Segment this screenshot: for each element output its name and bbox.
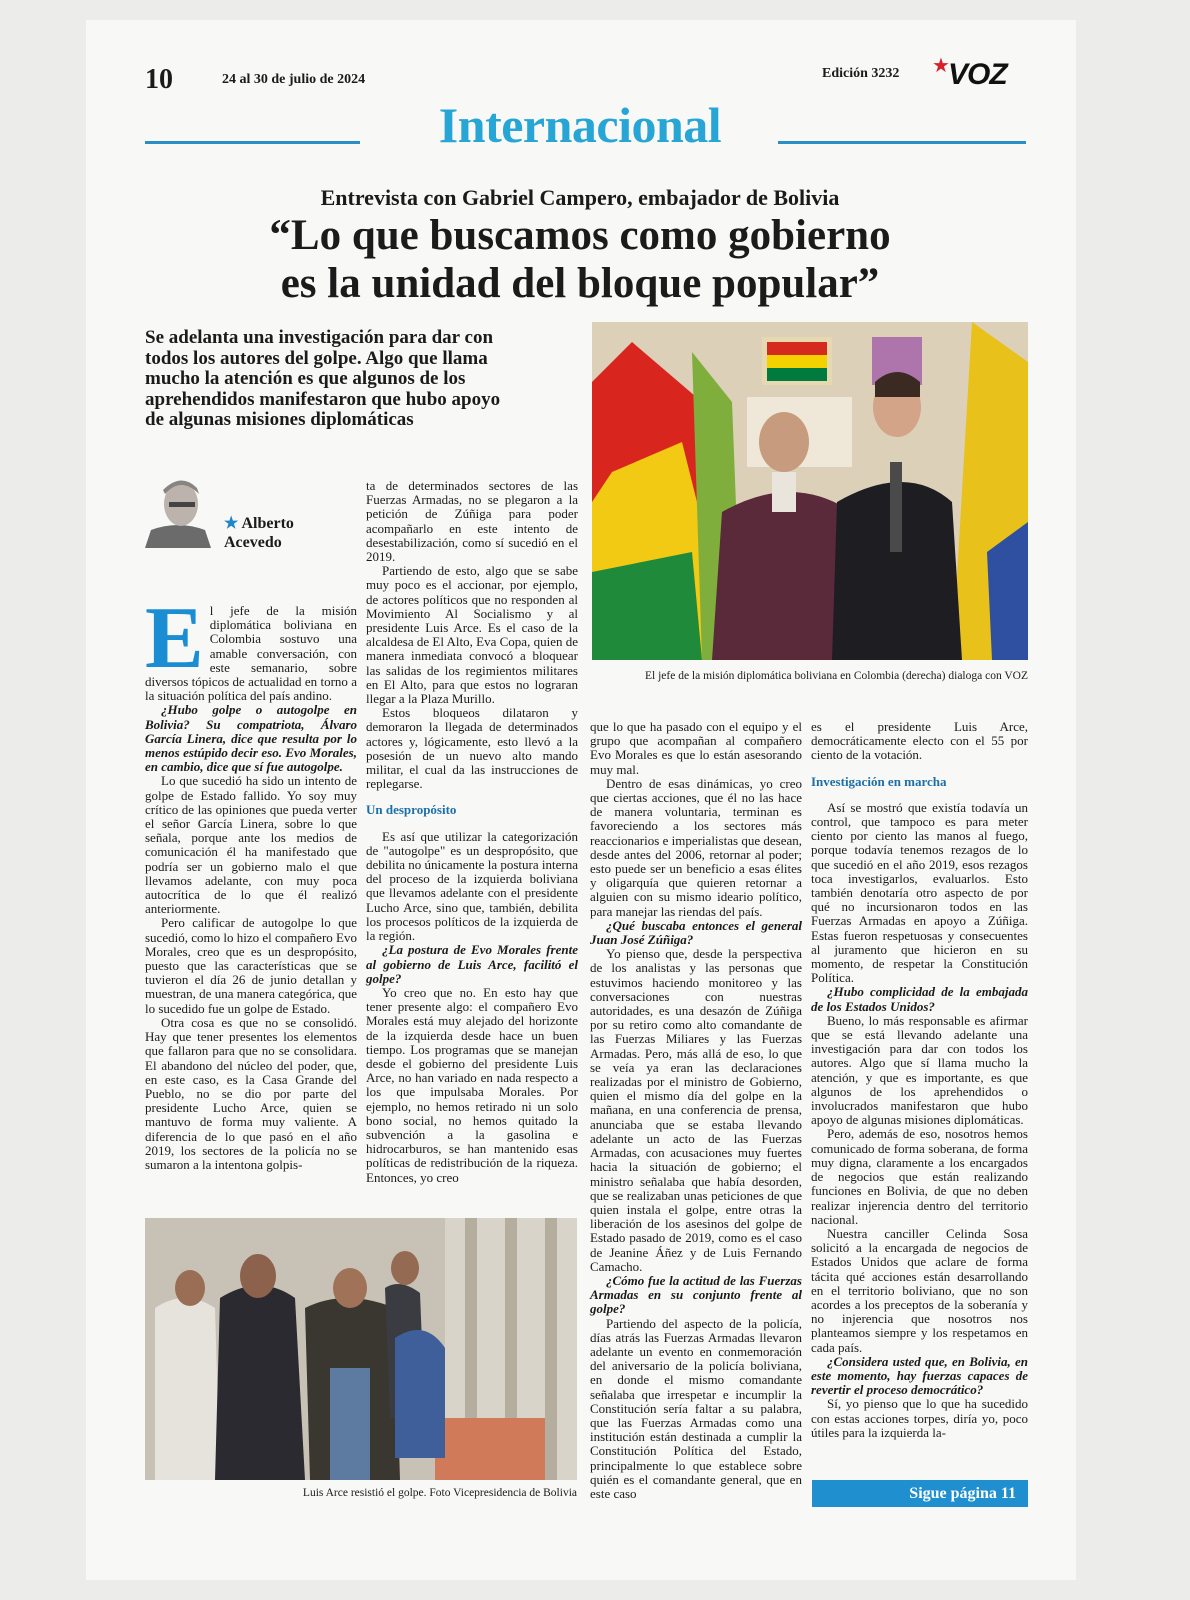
logo-text: VOZ (948, 58, 1007, 91)
article-column-4 (811, 720, 1028, 1480)
headline-line: es la unidad del bloque popular” (280, 260, 880, 307)
paragraph: Pero calificar de autogolpe lo que sucedió, como lo hizo el compañero Evo Morales, creo que es un despropósito, puesto que las características que se tuvieron el día 26 de junio detallan y muestran, de una manera categórica, que lo sucedido fue un golpe de Estado. (145, 915, 357, 1016)
photo-illustration (592, 322, 1028, 660)
paragraph: que lo que ha pasado con el equipo y el grupo que acompañan al compañero Evo Morales es que lo están asesorando muy mal. (590, 719, 802, 777)
interview-question: ¿Hubo complicidad de la embajada de los Estados Unidos? (811, 984, 1028, 1014)
paragraph: Yo pienso que, desde la perspectiva de los analistas y las personas que estuvimos haciendo monitoreo y las conversaciones con nuestras autoridades, es una desazón de Zúñiga por su retiro como alto comandante de las Fuerzas Miliares y las Fuerzas Armadas. Pero, más allá de eso, lo que se veía ya eran las declaraciones realizadas por el ministro de Gobierno, quien el mismo día del golpe en la mañana, en una conferencia de prensa, anunciaba que se estaba llevando adelante un acto de las Fuerzas Armadas, con acusaciones muy fuertes hacia la situación de gobierno; el ministro señalaba que había desorden, que se realizaban unas peticiones de que quien instala el golpe, entre otras la liberación de los asesinos del golpe de Estado pasado de 2019, como es el caso de Jeanine Áñez y de Luis Fernando Camacho. (590, 946, 802, 1274)
paragraph: Dentro de esas dinámicas, yo creo que ciertas acciones, que él no las hace de manera voluntaria, terminan es favoreciendo a los sectores más reaccionarios e imperialistas que desean, desde antes del 2006, retornar al poder; esto puede ser un beneficio a esas élites y oligarquía que quieren retornar a alguien con su mismo ideario político, para manejar las riendas del país. (590, 775, 802, 919)
paragraph: Partiendo de esto, algo que se sabe muy poco es el accionar, por ejemplo, de actores políticos que no responden al Movimiento Al Socialismo y al presidente Luis Arce. Es el caso de la alcaldesa de El Alto, Eva Copa, quien de manera inmediata convocó a bloquear las salidas de los regimientos militares en El Alto, para que estos no lograran llegar a la Plaza Murillo. (366, 563, 578, 707)
paragraph: Pero, además de eso, nosotros hemos comunicado de forma soberana, de forma muy digna, claramente a los encargados de negocios que están realizando funciones en Bolivia, de que no deben realizar injerencia dentro del territorio nacional. (811, 1126, 1028, 1227)
arce-photo (145, 1218, 577, 1480)
continued-on-page-link[interactable] (812, 1480, 1028, 1507)
interview-question: ¿Cómo fue la actitud de las Fuerzas Armadas en su conjunto frente al golpe? (590, 1272, 802, 1317)
subheading: Un despropósito (366, 802, 457, 818)
author-byline (224, 514, 294, 552)
star-icon: ★ (932, 55, 950, 77)
interview-question: ¿La postura de Evo Morales frente al gobierno de Luis Arce, facilitó el golpe? (366, 942, 578, 986)
paragraph: Es así que utilizar la categorización de "autogolpe" es un despropósito, que debilita no únicamente la postura interna del proceso de la izquierda boliviana que llevamos adelante con el presidente Lucho Arce, sino que, también, debilita los procesos políticos de la izquierda de la región. (366, 828, 578, 944)
photo-illustration (145, 1218, 577, 1480)
photo-caption: Luis Arce resistió el golpe. Foto Vicepresidencia de Bolivia (302, 1487, 577, 1499)
paragraph: Sí, yo pienso que lo que ha sucedido con estas acciones torpes, diría yo, poco útiles para la izquierda la- (811, 1396, 1028, 1440)
continued-label: Sigue página 11 (909, 1485, 1016, 1502)
interview-question: ¿Hubo golpe o autogolpe en Bolivia? Su compatriota, Álvaro García Linera, dice que resulta por lo menos estúpido decir eso. Evo Morales, en cambio, dice que sí fue autogolpe. (145, 702, 357, 775)
paragraph: ta de determinados sectores de las Fuerzas Armadas, no se plegaron a la petición de Zúñiga para poder acompañarlo en este intento de desestabilización, como sí sucedió en el 2019. (366, 478, 578, 565)
photo-caption: El jefe de la misión diplomática boliviana en Colombia (derecha) dialoga con VOZ (645, 670, 1028, 682)
author-last-name: Acevedo (224, 534, 282, 551)
paragraph: Estos bloqueos dilataron y demoraron la llegada de determinados actores y, lógicamente, esto llevó a la posesión de un nuevo alto mando militar, el cual da las instrucciones de replegarse. (366, 705, 578, 792)
issue-date: 24 al 30 de julio de 2024 (222, 72, 366, 87)
article-column-1 (145, 590, 357, 1204)
paragraph: Así se mostró que existía todavía un control, que tampoco es para meter ciento por ciento las manos al fuego, porque todavía tenemos rezagos de lo que sucedió en el año 2019, esos rezagos toca investigarlos, evaluarlos. Esto también denotaría otro aspecto de por qué no incursionaron todos en las Fuerzas Armadas en apoyo a Zúñiga. Estas fueron respetuosas y consecuentes al juramento que hicieron en su momento, de respetar la Constitución Política. (811, 799, 1028, 986)
author-first-name: Alberto (241, 515, 294, 532)
section-title: Internacional (438, 97, 722, 153)
paragraph: Partiendo del aspecto de la policía, días atrás las Fuerzas Armadas llevaron adelante un evento en conmemoración del aniversario de la policía boliviana, en donde el mismo comandante señalaba que irrespetar e incumplir la Constitución sería faltar a su palabra, que las Fuerzas Armadas como una institución están destinada a cumplir la Constitución Política del Estado, principalmente lo que establece sobre quién es el comandante general, que en este caso (590, 1315, 802, 1501)
article-kicker: Entrevista con Gabriel Campero, embajador de Bolivia (320, 185, 840, 210)
article-column-3 (590, 720, 802, 1510)
headline-line: “Lo que buscamos como gobierno (269, 212, 891, 259)
paragraph (145, 590, 357, 704)
article-headline (150, 212, 1010, 308)
section-rule-right (778, 141, 1026, 144)
paragraph: Nuestra canciller Celinda Sosa solicitó a la encargada de negocios de Estados Unidos que aclare de forma tácita qué acciones están desarrollando en el territorio boliviano, que no son acordes a los preceptos de la soberanía y no injerencia que nosotros nos planteamos siempre y los respetamos en cada país. (811, 1225, 1028, 1355)
paragraph: es el presidente Luis Arce, democráticamente electo con el 55 por ciento de la votación. (811, 719, 1028, 763)
interview-question: ¿Considera usted que, en Bolivia, en este momento, hay fuerzas capaces de revertir el proceso democrático? (811, 1353, 1028, 1398)
article-column-2 (366, 479, 578, 1209)
ambassador-photo (592, 322, 1028, 660)
interview-question: ¿Qué buscaba entonces el general Juan José Zúñiga? (590, 917, 802, 948)
page-number: 10 (145, 64, 173, 95)
paragraph: Yo creo que no. En esto hay que tener presente algo: el compañero Evo Morales está muy alejado del horizonte de la izquierda desde hace un buen tiempo. Los programas que se manejan desde el gobierno del presidente Luis Arce, no han variado en nada respecto a los que impulsaba Morales. Por ejemplo, no hemos retirado ni un solo bono social, no hemos quitado la subvención a la gasolina e hidrocarburos, se han mantenido esas políticas de redistribución de la riqueza. Entonces, yo creo (366, 984, 578, 1185)
subheading: Investigación en marcha (811, 773, 947, 789)
author-photo (145, 472, 211, 548)
article-lead: Se adelanta una investigación para dar con todos los autores del golpe. Algo que llama mucho la atención es que algunos de los aprehendidos manifestaron que hubo apoyo de algunas misiones diplomáticas (145, 327, 501, 430)
voz-logo (932, 56, 1027, 90)
drop-cap: E (145, 590, 204, 687)
paragraph: Lo que sucedió ha sido un intento de golpe de Estado fallido. Yo soy muy crítico de las opiniones que pueda verter el señor García Linera, sobre lo que señala, porque ante los medios de comunicación él ha manifestado que podría ser un gobierno malo el que llevamos adelante, con muy poca autocrítica de lo que él realizó anteriormente. (145, 773, 357, 917)
paragraph: Otra cosa es que no se consolidó. Hay que tener presentes los elementos que fallaron para que no se consolidara. El abandono del núcleo del poder, que, en este caso, es la Casa Grande del Pueblo, no se dio por parte del presidente Lucho Arce, quien se mantuvo de forma muy valiente. A diferencia de lo que pasó en el año 2019, los sectores de la policía no se sumaron a la intentona golpis- (145, 1014, 357, 1172)
edition-number: Edición 3232 (822, 66, 900, 81)
star-icon: ★ (224, 515, 242, 532)
author-portrait (145, 472, 211, 548)
paragraph-text: l jefe de la misión diplomática boliviana en Colombia sostuvo una amable conversación, con este semanario, sobre diversos tópicos de actualidad en torno a la situación política del país andino. (145, 603, 357, 704)
paragraph: Bueno, lo más responsable es afirmar que se está llevando adelante una investigación para dar con todos los autores. Algo que sí llama mucho la atención, y que es importante, es que algunos de los aprehendidos o involucrados manifestaron que hubo apoyo de algunas misiones diplomáticas. (811, 1012, 1028, 1128)
